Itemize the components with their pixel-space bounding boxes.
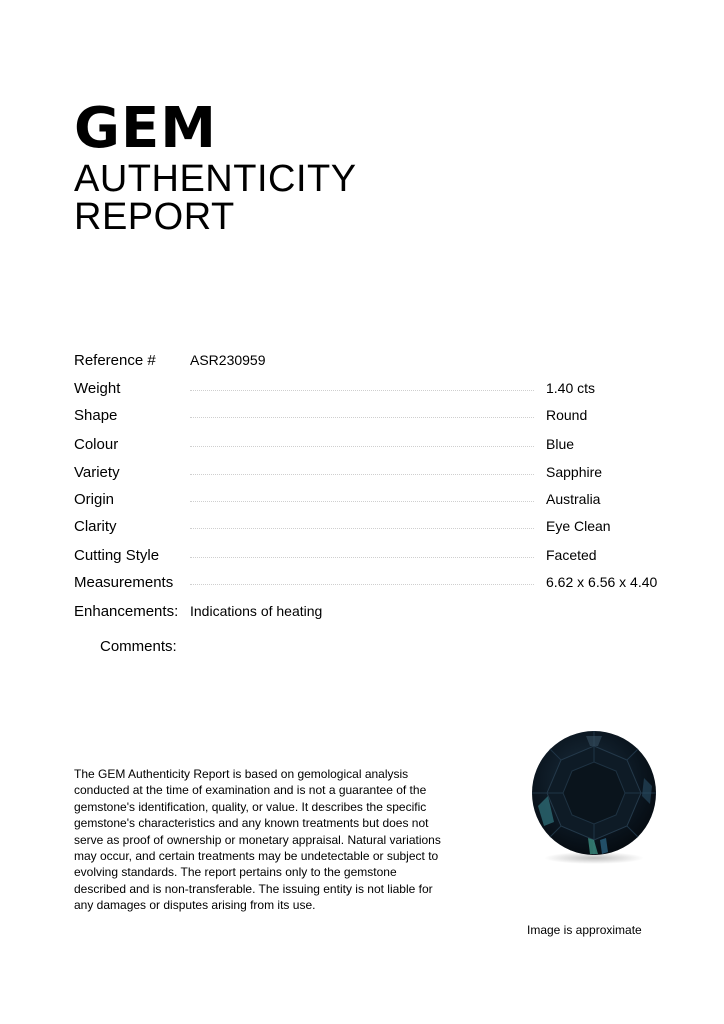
report-title [74, 98, 357, 236]
dotted-leader [190, 528, 534, 529]
disclaimer-text: The GEM Authenticity Report is based on gemological analysis conducted at the time of examination and is not a guarantee of the gemstone's identification, quality, or value. It describes the specific gemstone's characteristics and any known treatments but does not serve as proof of ownership or monetary appraisal. Natural variations may occur, and certain treatments may be undetectable or subject to evolving standards. The report pertains only to the gemstone described and is non-transferable. The issuing entity is not liable for any damages or disputes arising from its use. [74, 767, 441, 913]
title-gem: GEM [74, 96, 217, 161]
title-report: REPORT [74, 196, 235, 238]
comments-label: Comments: [100, 638, 177, 655]
image-caption: Image is approximate [527, 923, 642, 937]
weight-row [74, 376, 674, 402]
origin-label: Origin [74, 491, 115, 508]
enhancements-value: Indications of heating [190, 603, 323, 619]
measurements-label: Measurements [74, 574, 174, 591]
enhancements-row [74, 599, 674, 625]
colour-label: Colour [74, 436, 119, 453]
clarity-value: Eye Clean [546, 518, 611, 534]
clarity-row [74, 514, 674, 540]
measurements-value: 6.62 x 6.56 x 4.40 [546, 574, 658, 590]
cutting-style-row [74, 543, 674, 569]
variety-row [74, 460, 674, 486]
dotted-leader [190, 584, 534, 585]
shape-row [74, 403, 674, 429]
colour-value: Blue [546, 436, 575, 452]
variety-value: Sapphire [546, 464, 603, 480]
cutting-style-value: Faceted [546, 547, 597, 563]
cutting-style-label: Cutting Style [74, 547, 160, 564]
dotted-leader [190, 501, 534, 502]
title-authenticity: AUTHENTICITY [74, 158, 357, 200]
weight-value: 1.40 cts [546, 380, 596, 396]
weight-label: Weight [74, 380, 121, 397]
dotted-leader [190, 474, 534, 475]
variety-label: Variety [74, 464, 120, 481]
shape-label: Shape [74, 407, 118, 424]
origin-row [74, 487, 674, 513]
dotted-leader [190, 390, 534, 391]
measurements-row [74, 570, 674, 596]
dotted-leader [190, 557, 534, 558]
reference-label: Reference # [74, 352, 156, 369]
gemstone-image [526, 726, 662, 866]
colour-row [74, 432, 674, 458]
reference-value: ASR230959 [190, 352, 266, 368]
shape-value: Round [546, 407, 588, 423]
dotted-leader [190, 446, 534, 447]
enhancements-label: Enhancements: [74, 603, 179, 620]
reference-row [74, 348, 674, 374]
clarity-label: Clarity [74, 518, 117, 535]
origin-value: Australia [546, 491, 601, 507]
dotted-leader [190, 417, 534, 418]
